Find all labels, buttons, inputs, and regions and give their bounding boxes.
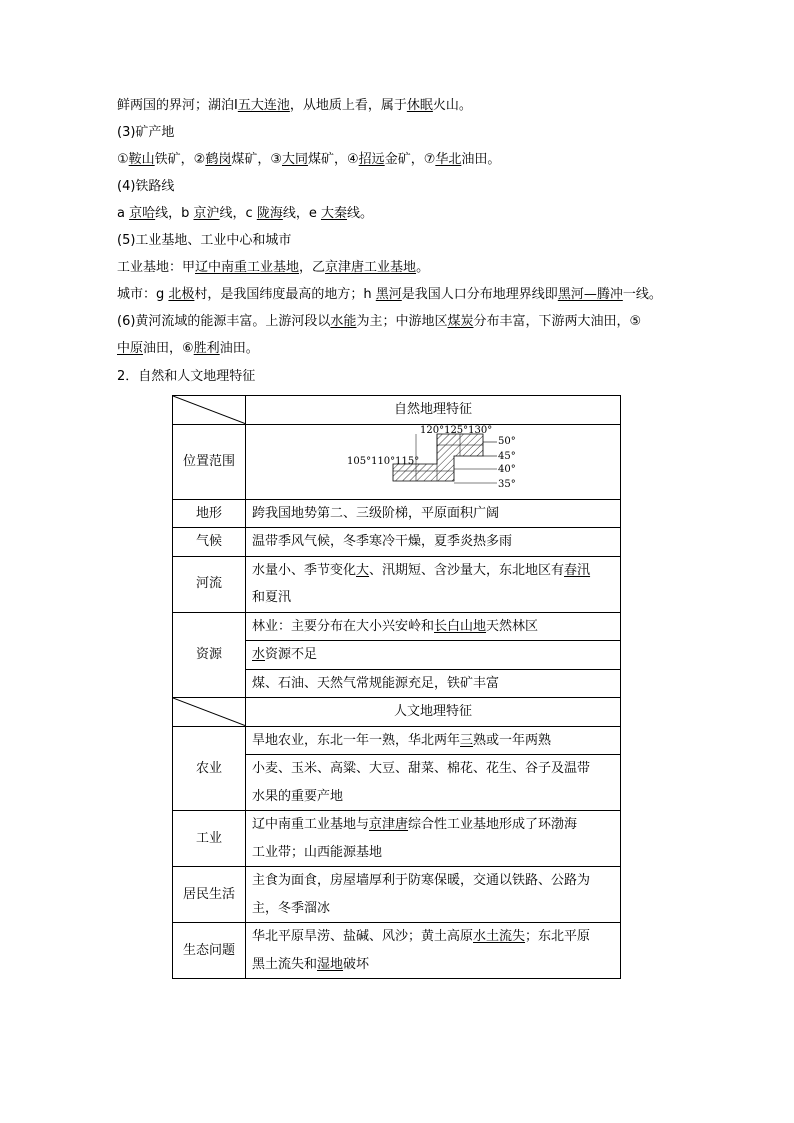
yellow-river-line-1: [117, 313, 641, 331]
ecology-text: [246, 923, 621, 979]
location-map-cell: [246, 424, 621, 499]
text-segment: 油田，⑥: [143, 341, 194, 356]
underlined-answer: 京哈: [129, 206, 156, 221]
text-segment: 工业基地：甲: [117, 260, 196, 275]
text-segment: 金矿，⑦: [384, 152, 436, 167]
human-header: 人文地理特征: [246, 698, 621, 727]
text-segment: 城市：g: [117, 287, 169, 302]
text-segment: 黑土流失和: [252, 956, 318, 972]
text-segment: 鲜两国的界河；湖泊Ⅰ: [117, 98, 238, 113]
text-segment: ；东北平原: [525, 929, 591, 944]
underlined-answer: 鹤岗: [205, 152, 232, 167]
underlined-answer: 胜利: [193, 341, 220, 356]
text-segment: 破坏: [343, 956, 370, 972]
text-segment: 煤矿，④: [308, 152, 359, 167]
text-segment: (6)黄河流域的能源丰富。上游河段以: [117, 314, 331, 329]
text-segment: 旱地农业，东北一年一熟，华北两年: [252, 732, 461, 748]
text-segment: 熟或一年两熟: [473, 732, 552, 748]
underlined-answer: 水: [252, 647, 266, 662]
text-segment: 分布丰富，下游两大油田，⑤: [473, 314, 642, 329]
underlined-answer: 华北: [435, 152, 462, 167]
underlined-answer: 湿地: [317, 956, 344, 972]
text-segment: 。: [416, 260, 430, 275]
river-label: 河流: [173, 556, 246, 612]
latitude-label-35: 35°: [498, 478, 516, 490]
text-segment: ①: [117, 152, 129, 167]
latitude-label-45: 45°: [498, 450, 516, 462]
text-segment: ，从地质上看，属于: [289, 98, 407, 113]
industry-label: 工业: [173, 811, 246, 867]
text-segment: 资源不足: [265, 647, 318, 662]
terrain-text: 跨我国地势第二、三级阶梯，平原面积广阔: [246, 499, 621, 528]
underlined-answer: 京沪: [193, 206, 220, 221]
text-segment: 油田。: [461, 152, 501, 167]
underlined-answer: 中原: [117, 341, 144, 356]
intro-line-1: [117, 97, 472, 115]
climate-label: 气候: [173, 528, 246, 557]
underlined-answer: 鞍山: [128, 152, 155, 167]
location-label: 位置范围: [173, 424, 246, 499]
city-list: [117, 286, 662, 304]
underlined-answer: 长白山地: [434, 618, 487, 634]
section-2-title: 2．自然和人文地理特征: [117, 369, 256, 384]
text-segment: 辽中南重工业基地与: [252, 817, 370, 832]
life-text: 主食为面食，房屋墙厚利于防寒保暖，交通以铁路、公路为 主，冬季溜冰: [246, 867, 621, 923]
underlined-answer: 北极: [168, 287, 195, 302]
text-segment: 煤矿，③: [231, 152, 282, 167]
text-segment: 、汛期短、含沙量大，东北地区有: [369, 562, 565, 578]
underlined-answer: 水土流失: [473, 929, 526, 944]
diagonal-header-cell-2: [173, 698, 246, 727]
text-segment: 铁矿，②: [154, 152, 206, 167]
ecology-label: 生态问题: [173, 923, 246, 979]
industry-text: 辽中南重工业基地与京津唐综合性工业基地形成了环渤海 工业带；山西能源基地: [246, 811, 621, 867]
text-segment: 为主；中游地区: [356, 314, 448, 329]
underlined-answer: 三: [460, 732, 474, 748]
underlined-answer: 黑河: [375, 287, 402, 302]
text-segment: 线。: [346, 206, 373, 221]
underlined-answer: 陇海: [256, 206, 283, 221]
underlined-answer: 招远: [358, 152, 385, 167]
rail-list: [117, 205, 373, 223]
rail-heading: (4)铁路线: [117, 179, 175, 194]
climate-text: 温带季风气候，冬季寒冷干燥，夏季炎热多雨: [246, 528, 621, 557]
life-label: 居民生活: [173, 867, 246, 923]
mining-heading: (3)矿产地: [117, 125, 175, 140]
underlined-answer: 黑河—腾冲: [557, 287, 623, 302]
text-segment: ，乙: [299, 260, 326, 275]
underlined-answer: 水能: [330, 314, 357, 329]
diagonal-header-cell: [173, 396, 246, 425]
underlined-answer: 辽中南重工业基地: [195, 260, 300, 275]
agriculture-label: 农业: [173, 726, 246, 811]
resource-label: 资源: [173, 612, 246, 698]
text-segment: 线，b: [155, 206, 194, 221]
text-segment: 一线。: [622, 287, 662, 302]
text-segment: 综合性工业基地形成了环渤海: [408, 817, 578, 832]
text-segment: a: [117, 206, 130, 221]
underlined-answer: 京津唐: [369, 817, 409, 832]
underlined-answer: 大: [356, 562, 370, 578]
text-segment: 水量小、季节变化: [252, 562, 357, 578]
latitude-longitude-map: [246, 425, 620, 499]
underlined-answer: 休眠: [406, 98, 433, 113]
text-segment: 火山。: [432, 98, 472, 113]
latitude-label-50: 50°: [498, 435, 516, 447]
text-segment: 是我国人口分布地理界线即: [401, 287, 558, 302]
underlined-answer: 煤炭: [447, 314, 474, 329]
text-segment: 天然林区: [486, 618, 539, 634]
text-segment: 油田。: [219, 341, 259, 356]
industry-heading: (5)工业基地、工业中心和城市: [117, 233, 292, 248]
longitude-left-labels: 105°110°115°: [347, 455, 420, 467]
text-segment: 林业：主要分布在大小兴安岭和: [252, 618, 435, 634]
geography-table: [172, 395, 621, 979]
energy-text: 煤、石油、天然气常规能源充足，铁矿丰富: [246, 669, 621, 698]
agriculture-text-2: 小麦、玉米、高粱、大豆、甜菜、棉花、花生、谷子及温带 水果的重要产地: [246, 755, 621, 811]
agriculture-text-1: [246, 726, 621, 755]
water-text: [246, 641, 621, 670]
longitude-top-labels: 120°125°130°: [420, 424, 493, 436]
latitude-label-40: 40°: [498, 463, 516, 475]
text-segment: 线，e: [282, 206, 321, 221]
underlined-answer: 大同: [282, 152, 309, 167]
terrain-label: 地形: [173, 499, 246, 528]
yellow-river-line-2: [117, 340, 259, 358]
underlined-answer: 京津唐工业基地: [325, 260, 417, 275]
forest-text: [246, 612, 621, 641]
natural-header: 自然地理特征: [246, 396, 621, 425]
text-segment: 华北平原旱涝、盐碱、风沙；黄土高原: [252, 929, 474, 944]
underlined-answer: 大秦: [320, 206, 347, 221]
mining-list: [117, 151, 500, 169]
text-segment: 线，c: [219, 206, 257, 221]
river-text: 水量小、季节变化大、汛期短、含沙量大，东北地区有春汛 和夏汛: [246, 556, 621, 612]
text-segment: 村，是我国纬度最高的地方；h: [194, 287, 376, 302]
underlined-answer: 春汛: [564, 562, 591, 578]
underlined-answer: 五大连池: [237, 98, 290, 113]
industry-list: [117, 259, 429, 277]
